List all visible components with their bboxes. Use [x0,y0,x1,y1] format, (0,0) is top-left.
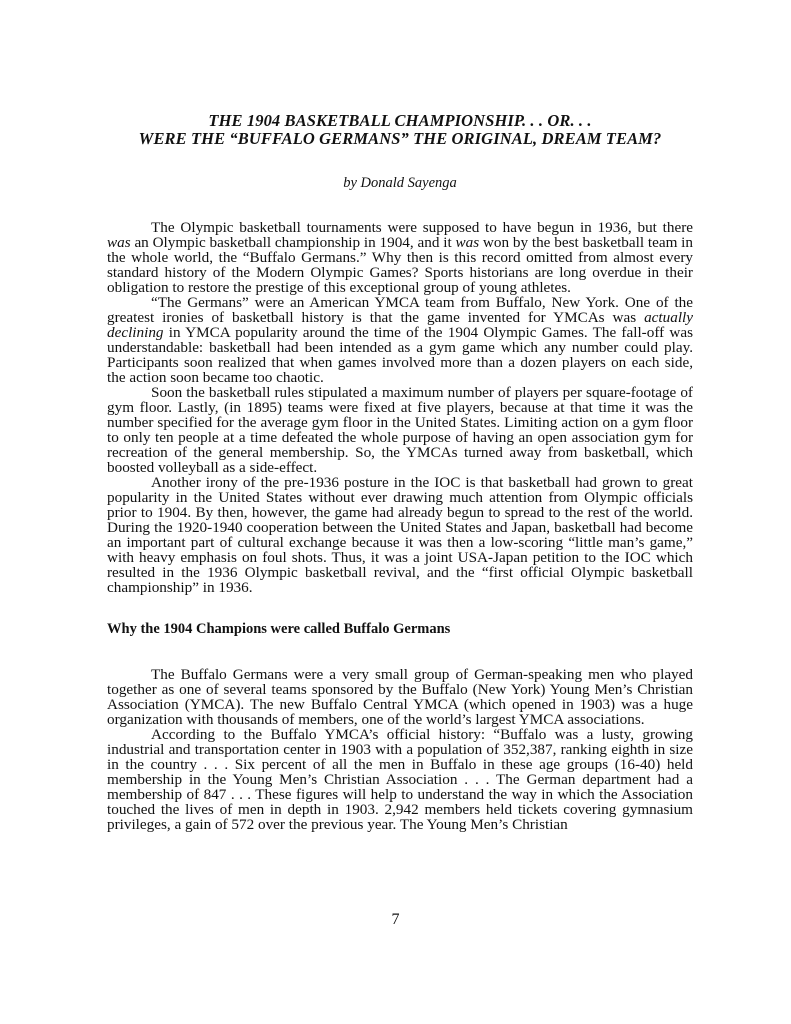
byline: by Donald Sayenga [343,175,457,191]
paragraph-text: won by the best basketball team in the whole world, the “Buffalo Germans.” Why then is this record omitted from almost every standard history of the Modern Olympic Games? Sports historians are long overdue in their obligation to restore the prestige of this exceptional group of young athletes. [107,234,694,296]
page-number: 7 [391,911,400,928]
section-heading: Why the 1904 Champions were called Buffalo Germans [107,621,451,637]
paragraph [107,295,693,385]
paragraph-text: The Olympic basketball tournaments were supposed to have begun in 1936, but there [151,219,693,236]
paragraph-text: an Olympic basketball championship in 1904, and it [130,234,456,251]
emphasis-text: actually declining [107,309,693,341]
title-line-2: WERE THE “BUFFALO GERMANS” THE ORIGINAL, DREAM TEAM? [138,129,662,148]
paragraph-text: “The Germans” were an American YMCA team from Buffalo, New York. One of the greatest ironies of basketball history is that the game invented for YMCAs was [107,294,693,326]
emphasis-text: was [455,234,480,251]
paragraph-text: in YMCA popularity around the time of the 1904 Olympic Games. The fall-off was understandable: basketball had been intended as a gym game which any number could play. Participants soon realized that when games involved more than a dozen players on each side, the action soon became too chaotic. [107,324,693,386]
paragraph: According to the Buffalo YMCA’s official history: “Buffalo was a lusty, growing industrial and transportation center in 1903 with a population of 352,387, ranking eighth in size in the country . . . Six percent of all the men in Buffalo in these age groups (16-40) held membership in the Young Men’s Christian Association . . . The German department had a membership of 847 . . . These figures will help to understand the way in which the Association touched the lives of men in depth in 1903. 2,942 members held tickets covering gymnasium privileges, a gain of 572 over the previous year. The Young Men’s Christian [107,726,693,833]
paragraph: Another irony of the pre-1936 posture in the IOC is that basketball had grown to great popularity in the United States without ever drawing much attention from Olympic officials prior to 1904. By then, however, the game had already begun to spread to the rest of the world. During the 1920-1940 cooperation between the United States and Japan, basketball had become an important part of cultural exchange because it was then a low-scoring “little man’s game,” with heavy emphasis on foul shots. Thus, it was a joint USA-Japan petition to the IOC which resulted in the 1936 Olympic basketball revival, and the “first official Olympic basketball championship” in 1936. [107,474,693,596]
title-line-1: THE 1904 BASKETBALL CHAMPIONSHIP. . . OR. . . [208,111,592,130]
emphasis-text: was [107,234,131,251]
paragraph: Soon the basketball rules stipulated a maximum number of players per square-footage of gym floor. Lastly, (in 1895) teams were fixed at five players, because at that time it was the number specified for the average gym floor in the United States. Limiting action on a gym floor to only ten people at a time defeated the whole purpose of having an open association gym for recreation of the general membership. So, the YMCAs turned away from basketball, which boosted volleyball as a side-effect. [107,384,693,476]
section-1-body [107,220,693,595]
paragraph [107,220,693,295]
paragraph: The Buffalo Germans were a very small group of German-speaking men who played together as one of several teams sponsored by the Buffalo (New York) Young Men’s Christian Association (YMCA). The new Buffalo Central YMCA (which opened in 1903) was a huge organization with thousands of members, one of the world’s largest YMCA associations. [107,666,693,728]
section-2-body [107,667,693,832]
